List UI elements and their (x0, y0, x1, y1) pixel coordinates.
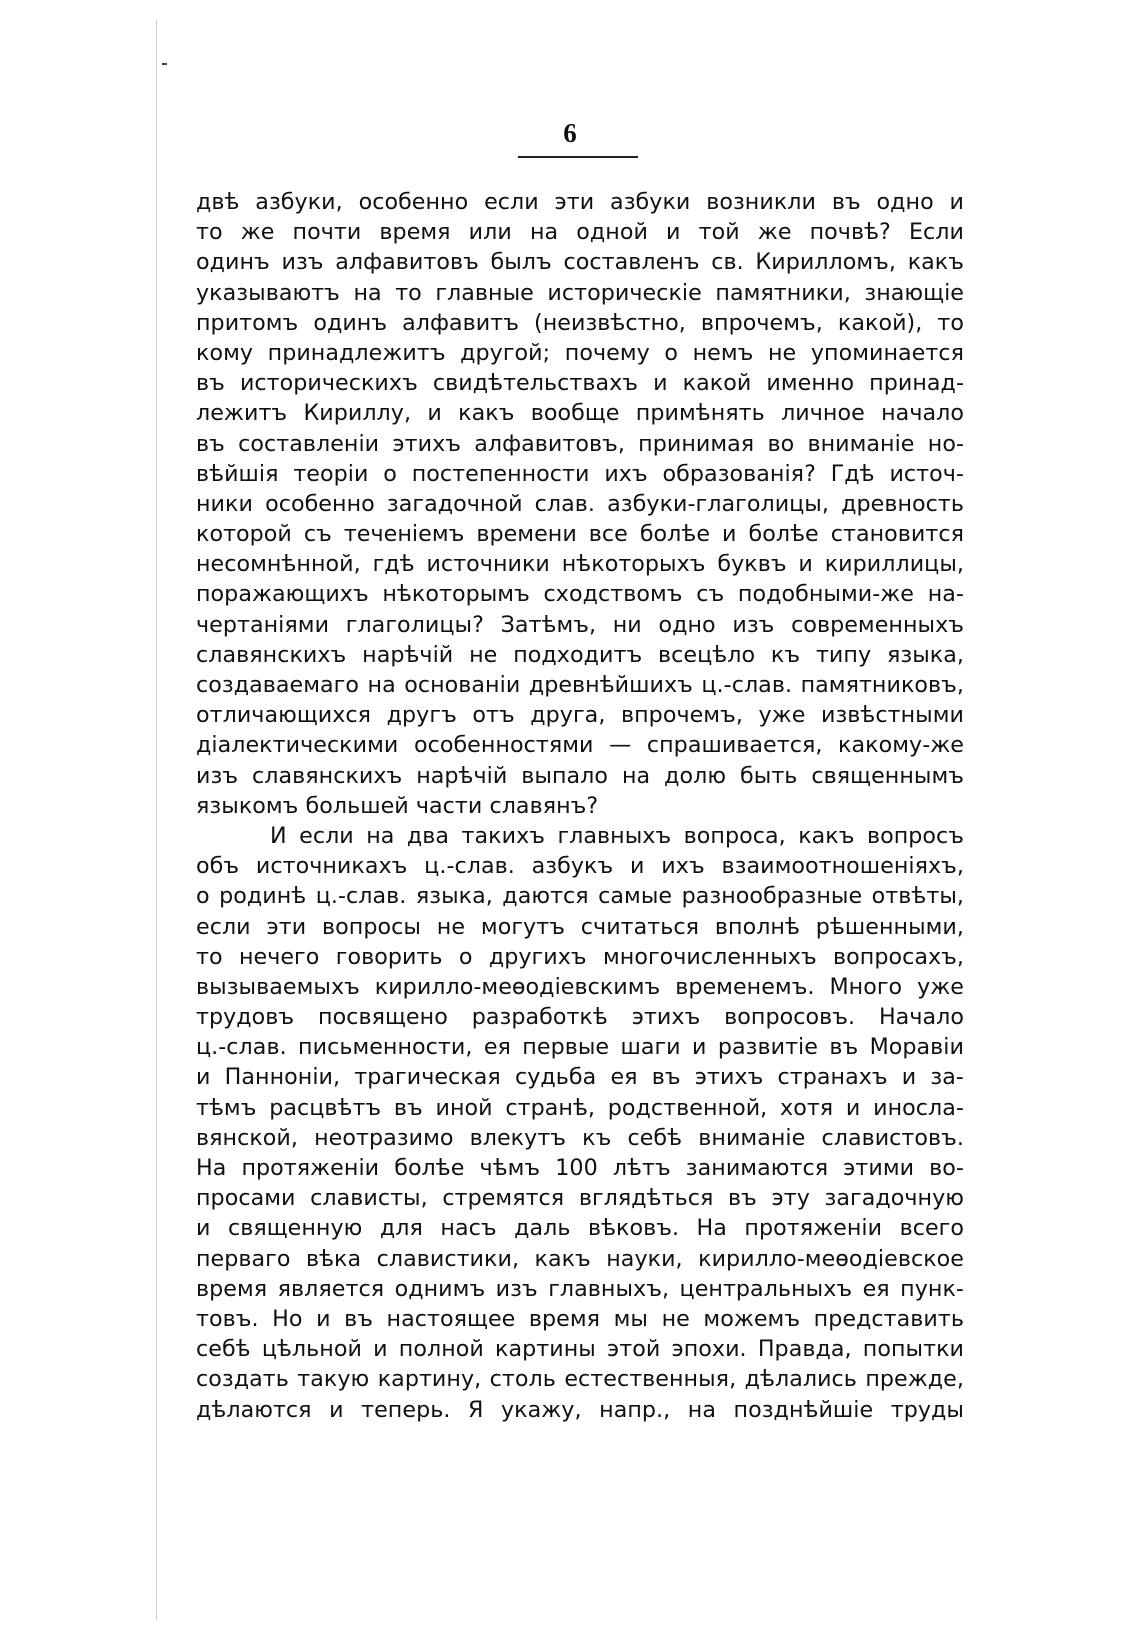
text-line: себѣ цѣльной и полной картины этой эпохи. Правда, попытки (196, 1336, 964, 1363)
text-line: трудовъ посвящено разработкѣ этихъ вопросовъ. Начало (196, 1004, 964, 1031)
margin-mark (162, 63, 167, 65)
text-line: поражающихъ нѣкоторымъ сходствомъ съ подобными-же на- (196, 581, 964, 608)
text-line: одинъ изъ алфавитовъ былъ составленъ св. Кирилломъ, какъ (196, 249, 964, 276)
text-line: ц.-слав. письменности, ея первые шаги и развитіе въ Моравіи (196, 1034, 964, 1061)
text-line: о родинѣ ц.-слав. языка, даются самые разнообразные отвѣты, (196, 883, 964, 910)
text-line: несомнѣнной, гдѣ источники нѣкоторыхъ буквъ и кириллицы, (196, 551, 964, 578)
text-line: славянскихъ нарѣчій не подходитъ всецѣло къ типу языка, (196, 641, 964, 668)
text-line: товъ. Но и въ настоящее время мы не можемъ представить (196, 1305, 964, 1332)
text-line: если эти вопросы не могутъ считаться вполнѣ рѣшенными, (196, 913, 964, 940)
text-line: притомъ одинъ алфавитъ (неизвѣстно, впрочемъ, какой), то (196, 309, 964, 336)
text-line: то же почти время или на одной и той же почвѣ? Если (196, 219, 964, 246)
page-edge-line (156, 20, 157, 1620)
text-line: чертаніями глаголицы? Затѣмъ, ни одно изъ современныхъ (196, 611, 964, 638)
text-line: тѣмъ расцвѣтъ въ иной странѣ, родственной, хотя и иносла- (196, 1094, 964, 1121)
text-line: которой съ теченіемъ времени все болѣе и болѣе становится (196, 521, 964, 548)
page-number: 6 (563, 118, 577, 148)
text-line: въ историческихъ свидѣтельствахъ и какой именно принад- (196, 370, 964, 397)
text-line: вызываемыхъ кирилло-меѳодіевскимъ временемъ. Много уже (196, 973, 964, 1000)
text-line: изъ славянскихъ нарѣчій выпало на долю быть священнымъ (196, 762, 964, 789)
text-line: двѣ азбуки, особенно если эти азбуки возникли въ одно и (196, 189, 964, 215)
text-line: объ источникахъ ц.-слав. азбукъ и ихъ взаимоотношеніяхъ, (196, 853, 964, 880)
page-number-rule (518, 156, 638, 158)
text-line: и Панноніи, трагическая судьба ея въ этихъ странахъ и за- (196, 1064, 964, 1091)
text-line: создать такую картину, столь естественныя, дѣлались прежде, (196, 1366, 964, 1393)
text-line: перваго вѣка славистики, какъ науки, кирилло-меѳодіевское (196, 1245, 964, 1272)
text-line: и священную для насъ даль вѣковъ. На протяженіи всего (196, 1215, 964, 1242)
text-line: ники особенно загадочной слав. азбуки-глаголицы, древность (196, 490, 964, 517)
text-line: просами слависты, стремятся вглядѣться въ эту загадочную (196, 1185, 964, 1212)
text-line: И если на два такихъ главныхъ вопроса, какъ вопросъ (270, 822, 964, 849)
text-line: кому принадлежитъ другой; почему о немъ не упоминается (196, 339, 964, 366)
text-line: въ составленіи этихъ алфавитовъ, принимая во вниманіе но- (196, 430, 964, 457)
text-line: вянской, неотразимо влекутъ къ себѣ вниманіе славистовъ. (196, 1124, 964, 1151)
text-line: то нечего говорить о другихъ многочисленныхъ вопросахъ, (196, 943, 964, 970)
text-line: дѣлаются и теперь. Я укажу, напр., на позднѣйшіе труды (196, 1396, 964, 1423)
text-line: лежитъ Кириллу, и какъ вообще примѣнять личное начало (196, 400, 964, 427)
text-line: создаваемаго на основаніи древнѣйшихъ ц.-слав. памятниковъ, (196, 672, 964, 698)
text-line: вѣйшія теоріи о постепенности ихъ образованія? Гдѣ источ- (196, 460, 964, 487)
text-line: отличающихся другъ отъ друга, впрочемъ, уже извѣстными (196, 702, 964, 729)
text-line: время является однимъ изъ главныхъ, центральныхъ ея пунк- (196, 1275, 964, 1302)
body-text (196, 187, 964, 1425)
text-line: языкомъ большей части славянъ? (196, 792, 599, 819)
text-line: На протяженіи болѣе чѣмъ 100 лѣтъ занимаются этими во- (196, 1155, 964, 1181)
text-line: указываютъ на то главные историческіе памятники, знающіе (196, 279, 964, 306)
text-line: діалектическими особенностями — спрашивается, какому-же (196, 732, 964, 759)
